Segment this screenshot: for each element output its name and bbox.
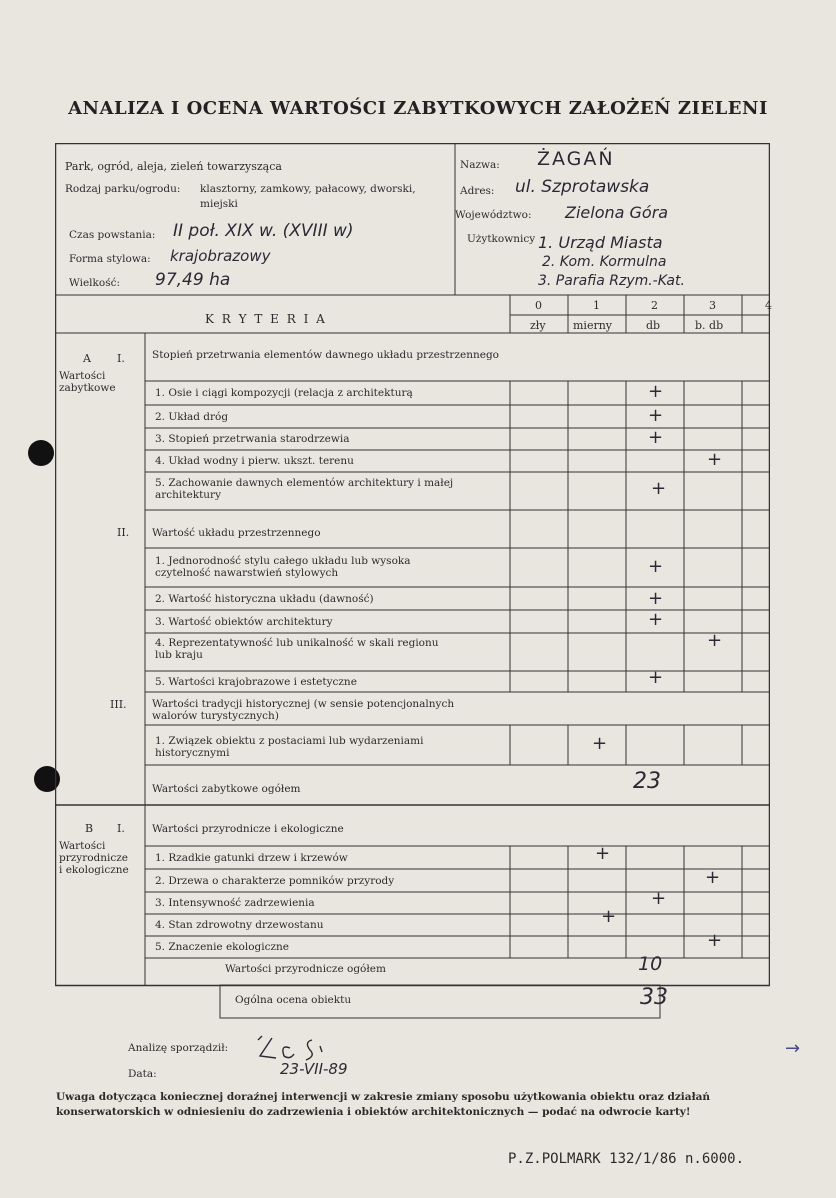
- wielkosc-value: 97,49 ha: [155, 270, 231, 290]
- a2-mark-2: +: [648, 588, 664, 609]
- nazwa-label: Nazwa:: [460, 159, 500, 171]
- uzytkownik-1: 1. Urząd Miasta: [538, 233, 663, 252]
- b-mark-1: +: [595, 843, 611, 864]
- section-a-group3-num: III.: [110, 698, 127, 711]
- section-a-group1-title: Stopień przetrwania elementów dawnego układu przestrzennego: [152, 349, 499, 361]
- a1-item-1: 1. Osie i ciągi kompozycji (relacja z architekturą: [155, 387, 413, 399]
- scale-num-1: 1: [593, 299, 600, 312]
- czas-value: II poł. XIX w. (XVIII w): [173, 221, 354, 241]
- section-b-total-value: 10: [638, 953, 663, 975]
- kryteria-heading: K R Y T E R I A: [205, 312, 327, 326]
- b-item-5: 5. Znaczenie ekologiczne: [155, 941, 290, 953]
- section-a-group2-num: II.: [117, 526, 130, 539]
- forma-value: krajobrazowy: [170, 247, 271, 265]
- wojewodztwo-value: Zielona Góra: [565, 203, 669, 222]
- uzytkownik-3: 3. Parafia Rzym.-Kat.: [538, 273, 685, 289]
- section-b-group1-num: I.: [117, 822, 125, 835]
- overall-value: 33: [640, 985, 668, 1010]
- a2-item-1: 1. Jednorodność stylu całego układu lub wysoka czytelność nawarstwień stylowych: [155, 555, 411, 579]
- footer-note: Uwaga dotycząca koniecznej doraźnej interwencji w zakresie zmiany sposobu użytkowania obiektu oraz działań konserwatorskich w odniesieniu do zadrzewienia i obiektów architektonicznych — podać na odwrocie karty!: [56, 1091, 711, 1118]
- section-b-total-label: Wartości przyrodnicze ogółem: [225, 963, 386, 975]
- scale-label-3: b. db: [695, 319, 724, 332]
- a2-mark-1: +: [648, 556, 664, 577]
- a1-mark-4: +: [707, 449, 723, 470]
- a1-mark-1: +: [648, 381, 664, 402]
- data-label: Data:: [128, 1068, 157, 1080]
- section-a-group2-title: Wartość układu przestrzennego: [152, 527, 321, 539]
- a2-mark-3: +: [648, 609, 664, 630]
- a3-mark-1: +: [592, 733, 608, 754]
- wielkosc-label: Wielkość:: [69, 277, 121, 289]
- b-item-3: 3. Intensywność zadrzewienia: [155, 897, 315, 909]
- printer-imprint: P.Z.POLMARK 132/1/86 n.6000.: [508, 1151, 745, 1167]
- scale-num-0: 0: [535, 299, 542, 312]
- a1-item-4: 4. Układ wodny i pierw. ukszt. terenu: [155, 455, 354, 467]
- a2-mark-5: +: [648, 667, 664, 688]
- a2-item-4: 4. Reprezentatywność lub unikalność w skali regionu lub kraju: [155, 637, 439, 661]
- scale-label-1: mierny: [573, 319, 613, 332]
- a2-item-2: 2. Wartość historyczna układu (dawność): [155, 593, 374, 605]
- b-item-2: 2. Drzewa o charakterze pomników przyrody: [155, 875, 395, 887]
- a2-item-3: 3. Wartość obiektów architektury: [155, 616, 333, 628]
- section-a-group3-title: Wartości tradycji historycznej (w sensie potencjonalnych walorów turystycznych): [152, 698, 455, 722]
- b-mark-3: +: [651, 888, 667, 909]
- analiza-label: Analizę sporządził:: [128, 1042, 229, 1054]
- b-mark-2: +: [705, 867, 721, 888]
- adres-value: ul. Szprotawska: [515, 177, 650, 197]
- rodzaj-label: Rodzaj parku/ogrodu:: [65, 183, 181, 195]
- a2-mark-4: +: [707, 630, 723, 651]
- scale-num-3: 3: [709, 299, 716, 312]
- section-b-code: B: [85, 822, 94, 835]
- section-b-group1-title: Wartości przyrodnicze i ekologiczne: [152, 823, 344, 835]
- a1-mark-2: +: [648, 405, 664, 426]
- a1-item-3: 3. Stopień przetrwania starodrzewia: [155, 433, 350, 445]
- wojewodztwo-label: Województwo:: [455, 209, 532, 221]
- section-a-total-value: 23: [633, 769, 661, 794]
- section-a-group1-num: I.: [117, 352, 125, 365]
- arrow-icon: →: [785, 1038, 801, 1059]
- evaluation-table: [55, 143, 770, 1031]
- scale-label-0: zły: [530, 319, 546, 332]
- punch-hole-top: [28, 440, 54, 466]
- b-item-4: 4. Stan zdrowotny drzewostanu: [155, 919, 324, 931]
- nazwa-value: ŻAGAŃ: [537, 148, 615, 170]
- date-value: 23-VII-89: [280, 1060, 348, 1078]
- czas-label: Czas powstania:: [69, 229, 156, 241]
- adres-label: Adres:: [460, 185, 495, 197]
- scale-label-2: db: [646, 319, 661, 332]
- a2-item-5: 5. Wartości krajobrazowe i estetyczne: [155, 676, 357, 688]
- b-item-1: 1. Rzadkie gatunki drzew i krzewów: [155, 852, 348, 864]
- section-a-name: Wartości zabytkowe: [59, 370, 116, 394]
- section-a-code: A: [83, 352, 91, 365]
- a3-item-1: 1. Związek obiektu z postaciami lub wydarzeniami historycznymi: [155, 735, 424, 759]
- rodzaj-options-2: miejski: [200, 198, 238, 210]
- a1-item-5: 5. Zachowanie dawnych elementów architektury i małej architektury: [155, 477, 454, 501]
- park-type-label: Park, ogród, aleja, zieleń towarzysząca: [65, 160, 282, 173]
- uzytkownik-2: 2. Kom. Kormulna: [542, 254, 667, 270]
- a1-mark-3: +: [648, 427, 664, 448]
- scale-num-2: 2: [651, 299, 658, 312]
- section-b-name: Wartości przyrodnicze i ekologiczne: [59, 840, 129, 876]
- b-mark-4: +: [601, 906, 617, 927]
- a1-item-2: 2. Układ dróg: [155, 411, 229, 423]
- b-mark-5: +: [707, 930, 723, 951]
- section-a-total-label: Wartości zabytkowe ogółem: [152, 783, 301, 795]
- overall-label: Ogólna ocena obiektu: [235, 994, 352, 1006]
- forma-label: Forma stylowa:: [69, 253, 151, 265]
- scale-num-4: 4: [765, 299, 772, 312]
- a1-mark-5: +: [651, 478, 667, 499]
- rodzaj-options: klasztorny, zamkowy, pałacowy, dworski,: [200, 183, 416, 195]
- uzytkownicy-label: Użytkownicy: [467, 233, 536, 245]
- form-title: ANALIZA I OCENA WARTOŚCI ZABYTKOWYCH ZAŁOŻEŃ ZIELENI: [68, 98, 768, 119]
